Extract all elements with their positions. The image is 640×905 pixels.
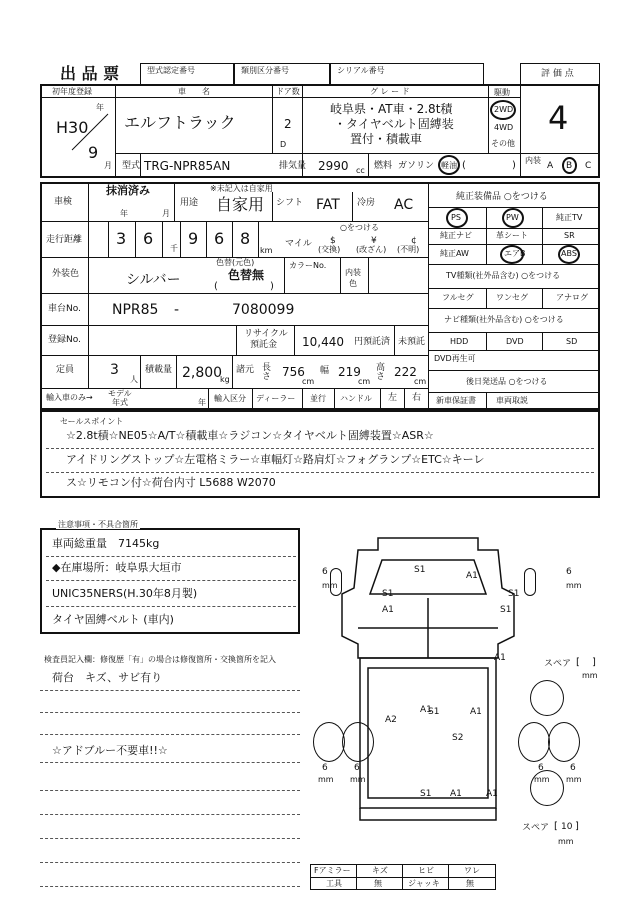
paren-close: ) (270, 281, 274, 292)
spare1-unit: mm (582, 671, 598, 680)
inspector-line1: 荷台 キズ、サビ有り (52, 671, 163, 684)
tire-rr1-unit: mm (534, 775, 550, 784)
spare2-label: スペア (522, 823, 550, 833)
displacement-label: 排気量 (279, 161, 307, 171)
equip-navi: 純正ナビ (440, 231, 472, 240)
meter-circle-note: ○をつける (340, 223, 379, 232)
damage-mark: A1 (494, 653, 506, 663)
import-category-label: 輸入区分 (214, 394, 246, 403)
ac-value: AC (394, 197, 414, 213)
tire-rl1-unit: mm (318, 775, 334, 784)
equip-airbag: エアB (504, 249, 526, 258)
damage-mark: A1 (466, 571, 478, 581)
drive-2wd: 2WD (494, 105, 514, 114)
class-code-box (234, 63, 330, 85)
legend-value: 無 (374, 879, 382, 888)
month-suffix: 月 (104, 161, 112, 170)
damage-mark: A2 (385, 715, 397, 725)
grade-line2: ・タイヤベルト固縛装 (334, 117, 454, 131)
color-no-label: カラーNo. (289, 261, 327, 270)
legend-value: 無 (466, 879, 474, 888)
load-label: 積載量 (145, 365, 173, 375)
interior-a: A (547, 161, 554, 171)
mileage-digit: 8 (240, 229, 251, 248)
meter-opt3: ¢ (411, 236, 417, 246)
load-unit: kg (220, 375, 230, 384)
spare2-unit: mm (558, 837, 574, 846)
navi-title: ナビ種類(社外品含む) ○をつける (444, 315, 564, 324)
score-value: 4 (548, 99, 569, 137)
shift-value: FAT (316, 197, 340, 213)
chassis-dash: - (174, 302, 180, 318)
chassis-label: 車台No. (48, 304, 81, 314)
interior-c: C (585, 161, 592, 171)
doors: 2 (284, 117, 292, 131)
form-title: 出 品 票 (60, 64, 120, 83)
drive-other: その他 (491, 139, 515, 148)
car-name: エルフトラック (124, 113, 236, 132)
displacement-value: 2990 (318, 159, 349, 173)
inspection-month-suffix: 月 (162, 209, 170, 218)
year-suffix: 年 (96, 103, 104, 112)
interior-color-label: 内装 (345, 268, 361, 277)
tire-rr1-value: 6 (538, 763, 544, 773)
damage-mark: A1 (450, 789, 462, 799)
model-label: 型式 (122, 161, 141, 171)
drive-label: 駆動 (494, 88, 510, 97)
door-type: D (280, 140, 287, 149)
handle-left: 左 (388, 393, 398, 403)
width-unit: cm (358, 377, 371, 386)
handle-label: ハンドル (340, 394, 372, 403)
sales-points-label: セールスポイント (60, 417, 124, 426)
tire-fr-value: 6 (566, 567, 572, 577)
damage-mark: S1 (414, 565, 426, 575)
interior-b: B (566, 161, 573, 171)
dvd-play: DVD再生可 (434, 354, 476, 363)
car-name-label: 車 名 (178, 87, 210, 96)
after-manual: 車両取説 (496, 396, 528, 405)
reg-month: 9 (88, 143, 99, 162)
equip-sr: SR (564, 231, 575, 240)
mileage-thousand: 千 (170, 244, 178, 253)
score-header (520, 63, 600, 85)
color-value: シルバー (126, 272, 181, 288)
color-changed: 色替無 (228, 268, 265, 282)
ac-label: 冷房 (357, 198, 376, 208)
tire-rl2-value: 6 (354, 763, 360, 773)
fuel-gasoline: ガソリン (398, 161, 435, 171)
tire-rear-right-outer (548, 722, 580, 762)
load-value: 2,800 (182, 365, 223, 381)
meter-opt3-sub: (不明) (397, 245, 420, 254)
displacement-unit: cc (356, 166, 365, 175)
tv-analog: アナログ (556, 293, 588, 302)
fuel-label: 燃料 (374, 161, 393, 171)
model-code-box (140, 63, 234, 85)
notes-line2: ◆在庫場所：岐阜県大垣市 (52, 561, 182, 574)
tire-rear-left-inner (342, 722, 374, 762)
paren-open: ( (214, 281, 218, 292)
reg-year: H30 (56, 118, 89, 137)
color-original-label: 色替(元色) (216, 258, 255, 267)
tire-fl-value: 6 (322, 567, 328, 577)
tire-rear-left-outer (313, 722, 345, 762)
legend-header: ワレ (464, 866, 480, 875)
tire-rl2-unit: mm (350, 775, 366, 784)
damage-mark: S1 (508, 589, 520, 599)
damage-mark: A1 (470, 707, 482, 717)
seats-unit: 人 (130, 375, 138, 384)
mileage-digit: 6 (143, 229, 154, 248)
recycle-label: リサイクル (244, 329, 288, 339)
tire-rl1-value: 6 (322, 763, 328, 773)
sales-line1: ☆2.8t積☆NE05☆A/T☆積載車☆ラジコン☆タイヤベルト固縛装置☆ASR☆ (66, 429, 434, 442)
seats-value: 3 (110, 362, 119, 378)
interior-label: 内装 (525, 156, 541, 165)
import-year-suffix: 年 (198, 398, 206, 407)
equip-ps: PS (451, 213, 461, 222)
height-value: 222 (394, 365, 417, 379)
damage-mark: A1 (420, 705, 432, 715)
spare2-value: 10 (561, 822, 573, 832)
mileage-label: 走行距離 (46, 235, 83, 245)
fuel-diesel: 軽油 (441, 161, 457, 170)
meter-opt2: ¥ (371, 236, 377, 246)
interior-color-label-2: 色 (349, 279, 357, 288)
dims-label: 諸元 (236, 365, 255, 375)
equipment-title: 純正装備品 ○をつける (456, 192, 548, 202)
doors-label: ドア数 (276, 87, 300, 96)
equip-tv: 純正TV (556, 213, 583, 222)
damage-mark: S1 (500, 605, 512, 615)
registration-label: 登録No. (48, 335, 81, 345)
after-warranty: 新車保証書 (436, 396, 476, 405)
inspector-label: 検査員記入欄：修復歴「有」の場合は修復箇所・交換箇所を記入 (44, 655, 276, 664)
inspection-status: 抹消済み (106, 184, 150, 197)
mileage-digit: 6 (214, 229, 225, 248)
damage-mark: A1 (382, 605, 394, 615)
damage-mark: S2 (452, 733, 464, 743)
tire-front-right (524, 568, 536, 596)
handle-right: 右 (412, 393, 422, 403)
damage-mark: S1 (428, 707, 440, 717)
after-title: 後日発送品 ○をつける (466, 377, 548, 386)
drive-4wd: 4WD (494, 123, 514, 132)
model-code-label: 型式認定番号 (147, 66, 195, 75)
tire-fl-unit: mm (322, 581, 338, 590)
notes-line3: UNIC35NERS(H.30年8月製) (52, 587, 198, 600)
damage-mark: A1 (486, 789, 498, 799)
navi-dvd: DVD (506, 337, 524, 346)
recycle-label-2: 預託金 (250, 340, 278, 350)
tire-rear-right-inner (518, 722, 550, 762)
inspection-year-suffix: 年 (120, 209, 128, 218)
notes-line1: 車両総重量 7145kg (52, 537, 160, 550)
spare-label: スペア (544, 659, 572, 669)
width-label: 幅 (320, 366, 330, 376)
mileage-unit: km (260, 246, 273, 255)
navi-hdd: HDD (450, 337, 469, 346)
shift-label: シフト (276, 198, 304, 208)
serial-box (330, 63, 484, 85)
equip-pw: PW (506, 213, 519, 222)
mileage-digit: 9 (188, 229, 199, 248)
recycle-unpaid: 未預託 (398, 337, 426, 347)
equip-abs: ABS (561, 249, 577, 258)
recycle-value: 10,440 (302, 335, 344, 349)
notes-line4: タイヤ固縛ベルト (車内) (52, 613, 174, 626)
chassis-prefix: NPR85 (112, 302, 159, 318)
score-label: 評 価 点 (541, 69, 574, 79)
tv-one: ワンセグ (496, 293, 528, 302)
meter-opt1-sub: (交換) (318, 245, 341, 254)
legend-value: 工具 (326, 879, 342, 888)
usage-value: 自家用 (216, 195, 265, 214)
equip-aw: 純正AW (440, 249, 469, 258)
usage-label: 用途 (180, 198, 199, 208)
meter-opt2-sub: (改ざん) (356, 245, 387, 254)
class-code-label: 類別区分番号 (241, 66, 289, 75)
legend-header: Fアミラー (314, 866, 351, 875)
model-year-label: モデル (108, 389, 132, 398)
damage-mark: S1 (382, 589, 394, 599)
meter-opt1: $ (330, 236, 336, 246)
import-parallel: 並行 (310, 394, 326, 403)
legend-header: ヒビ (418, 866, 434, 875)
first-reg-label: 初年度登録 (52, 87, 92, 96)
grade-line3: 置付・積載車 (350, 132, 423, 146)
equip-leather: 革シート (496, 231, 528, 240)
legend-value: ジャッキ (408, 879, 440, 888)
meter-label: マイル (285, 239, 312, 249)
length-label: 長さ (260, 362, 270, 380)
import-label: 輸入車のみ→ (46, 393, 93, 402)
sales-line2: アイドリングストップ☆左電格ミラー☆車幅灯☆路肩灯☆フォグランプ☆ETC☆キーレ (66, 453, 485, 466)
damage-mark: S1 (420, 789, 432, 799)
tire-rr2-value: 6 (570, 763, 576, 773)
recycle-paid: 円預託済 (354, 337, 391, 347)
length-value: 756 (282, 365, 305, 379)
seats-label: 定員 (56, 365, 75, 375)
chassis-number: 7080099 (232, 302, 295, 318)
legend-header: キズ (372, 866, 388, 875)
grade-line1: 岐阜県・AT車・2.8t積 (330, 102, 453, 116)
height-label: 高さ (374, 362, 384, 380)
inspector-line2: ☆アドブルー不要車!!☆ (52, 744, 168, 757)
import-dealer: ディーラー (256, 394, 296, 403)
navi-sd: SD (566, 337, 578, 346)
serial-label: シリアル番号 (337, 66, 385, 75)
model-value: TRG-NPR85AN (144, 159, 231, 173)
inspection-label: 車検 (54, 197, 73, 207)
tv-title: TV種類(社外品含む) ○をつける (446, 271, 561, 280)
tv-full: フルセグ (442, 293, 474, 302)
width-value: 219 (338, 365, 361, 379)
grade-label: グ レ ー ド (370, 87, 410, 96)
tire-rr2-unit: mm (566, 775, 582, 784)
notes-label: 注意事項・不具合箇所 (58, 520, 138, 529)
color-label: 外装色 (52, 269, 80, 279)
sales-line3: ス☆リモコン付☆荷台内寸 L5688 W2070 (66, 476, 276, 489)
mileage-digit: 3 (116, 229, 127, 248)
length-unit: cm (302, 377, 315, 386)
usage-note: ※未記入は自家用 (210, 184, 273, 193)
height-unit: cm (414, 377, 427, 386)
spare-tire-1 (530, 680, 564, 716)
model-year-label-2: 年式 (112, 398, 128, 407)
tire-fr-unit: mm (566, 581, 582, 590)
